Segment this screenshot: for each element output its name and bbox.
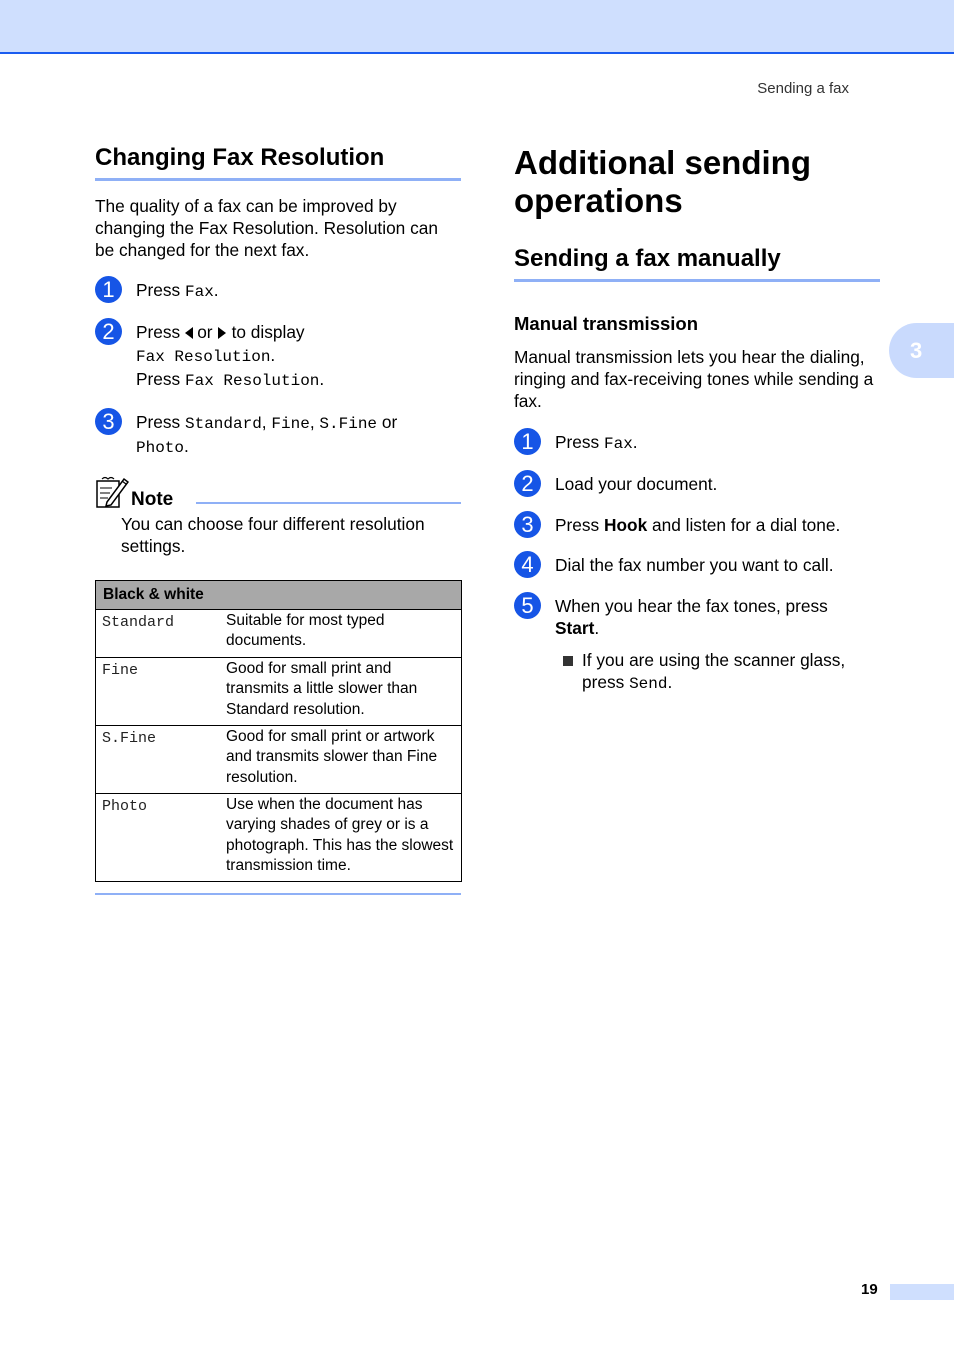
- lcd-fax-key: Fax: [184, 282, 214, 301]
- step-number-badge: 5: [514, 592, 541, 619]
- resolution-mode: Standard: [96, 609, 221, 657]
- section-heading-fax-resolution: Changing Fax Resolution: [95, 144, 461, 181]
- running-header: Sending a fax: [757, 80, 849, 97]
- step-text: Press: [136, 279, 185, 300]
- step-number-badge: 2: [514, 470, 541, 497]
- left-column: [95, 144, 461, 895]
- resolution-step-2: 2 Press or to display Fax Resolution. Press Fax Resolution.: [95, 321, 461, 393]
- table-row: [96, 725, 462, 793]
- note-text: You can choose four different resolution settings.: [121, 513, 425, 556]
- right-column: [514, 144, 880, 696]
- fax-resolution-intro: The quality of a fax can be improved by changing the Fax Resolution. Resolution can be changed for the next fax.: [95, 195, 438, 260]
- lcd-fax-resolution: Fax Resolution: [184, 372, 320, 391]
- top-header-bar: [0, 0, 954, 54]
- arrow-left-icon: [185, 327, 193, 339]
- resolution-description: Good for small print and transmits a little slower than Standard resolution.: [220, 657, 462, 725]
- resolution-step-1: 1 Press Fax.: [95, 279, 461, 304]
- chapter-number: 3: [910, 337, 923, 363]
- lcd-send-key: Send: [629, 675, 668, 694]
- lcd-fax-key: Fax: [603, 434, 633, 453]
- note-label: Note: [131, 488, 174, 510]
- step-number-badge: 2: [95, 318, 122, 345]
- note-divider: [196, 502, 461, 504]
- step-number-badge: 3: [95, 408, 122, 435]
- note-box: [95, 473, 461, 557]
- arrow-right-icon: [218, 327, 226, 339]
- manual-transmission-intro: Manual transmission lets you hear the dialing, ringing and fax-receiving tones while sending a fax.: [514, 346, 874, 411]
- manual-step-3: 3 Press Hook and listen for a dial tone.: [514, 514, 880, 537]
- resolution-description: Suitable for most typed documents.: [220, 609, 462, 657]
- footer-bar: [890, 1284, 954, 1300]
- chapter-section-title: Additional sending operations: [514, 144, 811, 219]
- step-number-badge: 4: [514, 551, 541, 578]
- hook-key-label: Hook: [603, 514, 648, 535]
- step-number-badge: 1: [95, 276, 122, 303]
- start-key-label: Start: [555, 618, 595, 639]
- resolution-step-3: 3 Press Standard, Fine, S.Fine or Photo.: [95, 411, 461, 460]
- resolution-mode: Photo: [96, 793, 221, 881]
- table-row: [96, 793, 462, 881]
- note-pencil-icon: [95, 475, 129, 509]
- table-row: [96, 657, 462, 725]
- step-number-badge: 1: [514, 428, 541, 455]
- manual-step-2: 2 Load your document.: [514, 473, 880, 496]
- resolution-description: Use when the document has varying shades of grey or is a photograph. This has the slowest transmission time.: [220, 793, 462, 881]
- section-end-divider: [95, 893, 461, 895]
- lcd-fax-resolution: Fax Resolution: [136, 347, 271, 366]
- table-row: [96, 609, 462, 657]
- resolution-mode: Fine: [96, 657, 221, 725]
- subsection-heading-manual-transmission: Manual transmission: [514, 312, 699, 334]
- resolution-table: [95, 580, 462, 882]
- page-number: 19: [861, 1281, 878, 1298]
- manual-step-5: 5 When you hear the fax tones, press Start.: [514, 595, 880, 640]
- section-heading-manual: Sending a fax manually: [514, 245, 880, 282]
- manual-step-4: 4 Dial the fax number you want to call.: [514, 554, 880, 577]
- step-number-badge: 3: [514, 511, 541, 538]
- resolution-description: Good for small print or artwork and transmits slower than Fine resolution.: [220, 725, 462, 793]
- table-header: Black & white: [96, 580, 462, 609]
- resolution-mode: S.Fine: [96, 725, 221, 793]
- scanner-glass-bullet: If you are using the scanner glass, press Send.: [562, 649, 880, 696]
- manual-step-1: 1 Press Fax.: [514, 431, 880, 456]
- chapter-tab: [889, 323, 954, 378]
